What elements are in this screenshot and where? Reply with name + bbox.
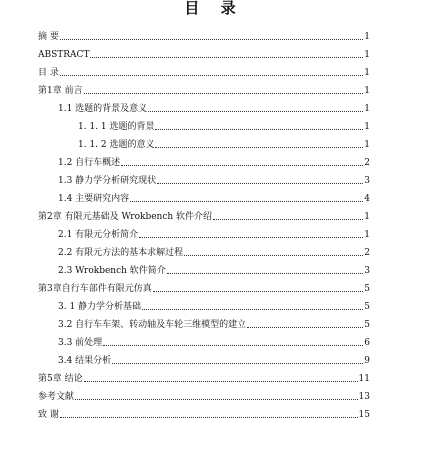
toc-leader-dots <box>60 75 363 76</box>
toc-entry-label: 第3章自行车部件有限元仿真 <box>38 284 152 294</box>
toc-entry <box>38 405 370 421</box>
toc-entry-page: 1 <box>364 32 370 42</box>
toc-leader-dots <box>142 309 363 310</box>
toc-entry <box>58 171 370 187</box>
toc-entry <box>58 261 370 277</box>
toc-entry-page: 2 <box>364 158 370 168</box>
toc-entry-label: 3. 1 静力学分析基础 <box>58 302 142 312</box>
toc-entry <box>58 225 370 241</box>
toc-entry-page: 1 <box>364 230 370 240</box>
toc-entry <box>58 243 370 259</box>
toc-entry-label: 1.4 主要研究内容 <box>58 194 130 204</box>
toc-entry <box>78 117 370 133</box>
toc-entry-page: 11 <box>358 374 370 384</box>
toc-entry-label: 第1章 前言 <box>38 86 83 96</box>
toc-entry <box>58 297 370 313</box>
toc-entry-page: 1 <box>364 86 370 96</box>
toc-entry-label: 第5章 结论 <box>38 374 83 384</box>
toc-entry-page: 15 <box>358 410 370 420</box>
toc-entry-page: 5 <box>364 302 370 312</box>
toc-entry-label: 1.1 选题的背景及意义 <box>58 104 148 114</box>
toc-leader-dots <box>184 255 363 256</box>
toc-entry <box>58 99 370 115</box>
toc-entry <box>38 207 370 223</box>
toc-leader-dots <box>213 219 363 220</box>
toc-entry <box>58 351 370 367</box>
toc-entry-label: 1. 1. 1 选题的背景 <box>78 122 155 132</box>
toc-entry-label: 3.2 自行车车架、转动轴及车轮三维模型的建立 <box>58 320 247 330</box>
toc-entry-page: 3 <box>364 266 370 276</box>
toc-entry-page: 1 <box>364 140 370 150</box>
toc-entry-page: 1 <box>364 50 370 60</box>
toc-entry-page: 3 <box>364 176 370 186</box>
toc-leader-dots <box>155 129 363 130</box>
toc-entry-page: 1 <box>364 122 370 132</box>
toc-leader-dots <box>84 93 364 94</box>
toc-entry-page: 1 <box>364 212 370 222</box>
toc-leader-dots <box>167 273 363 274</box>
toc-entry-page: 13 <box>358 392 370 402</box>
toc-leader-dots <box>130 201 363 202</box>
toc-entry <box>58 315 370 331</box>
toc-entry-page: 6 <box>364 338 370 348</box>
toc-leader-dots <box>139 237 363 238</box>
toc-leader-dots <box>60 39 363 40</box>
toc-entry-label: 1.2 自行车概述 <box>58 158 121 168</box>
toc-leader-dots <box>103 345 363 346</box>
toc-entry <box>58 333 370 349</box>
toc-entry-page: 9 <box>364 356 370 366</box>
toc-entry-label: 2.2 有限元方法的基本求解过程 <box>58 248 184 258</box>
toc-leader-dots <box>247 327 363 328</box>
toc-entry <box>38 369 370 385</box>
toc-entry-label: 第2章 有限元基础及 Wrokbench 软件介绍 <box>38 212 213 222</box>
toc-entry-page: 2 <box>364 248 370 258</box>
toc-entry-page: 4 <box>364 194 370 204</box>
toc-leader-dots <box>90 57 363 58</box>
toc-entry-label: 2.3 Wrokbench 软件简介 <box>58 266 166 276</box>
toc-entry-label: 目 录 <box>38 68 59 78</box>
toc-entry <box>38 387 370 403</box>
toc-entry-label: 参考文献 <box>38 392 75 402</box>
toc-entry-label: 1.3 静力学分析研究现状 <box>58 176 157 186</box>
toc-entry-label: ABSTRACT <box>38 50 90 60</box>
toc-entry-label: 1. 1. 2 选题的意义 <box>78 140 155 150</box>
toc-leader-dots <box>153 291 364 292</box>
toc-entry <box>38 63 370 79</box>
toc-entry <box>38 279 370 295</box>
toc-leader-dots <box>60 417 358 418</box>
toc-entry-label: 摘 要 <box>38 32 59 42</box>
toc-leader-dots <box>112 363 363 364</box>
toc-entry <box>58 189 370 205</box>
toc-entry-label: 3.3 前处理 <box>58 338 103 348</box>
toc-entry <box>38 27 370 43</box>
toc-leader-dots <box>157 183 363 184</box>
toc-entry-page: 1 <box>364 68 370 78</box>
toc-entry-label: 2.1 有限元分析简介 <box>58 230 139 240</box>
toc-entry-page: 5 <box>364 320 370 330</box>
toc-entry <box>58 153 370 169</box>
toc-entry-label: 3.4 结果分析 <box>58 356 112 366</box>
toc-entry <box>78 135 370 151</box>
toc-entry-label: 致 谢 <box>38 410 59 420</box>
toc-leader-dots <box>155 147 363 148</box>
toc-leader-dots <box>121 165 363 166</box>
page-title: 目 录 <box>184 0 244 17</box>
toc-entry-page: 1 <box>364 104 370 114</box>
toc-leader-dots <box>84 381 358 382</box>
toc-leader-dots <box>75 399 358 400</box>
toc-entry-page: 5 <box>364 284 370 294</box>
toc-entry <box>38 81 370 97</box>
toc-entry <box>38 45 370 61</box>
toc-leader-dots <box>148 111 363 112</box>
